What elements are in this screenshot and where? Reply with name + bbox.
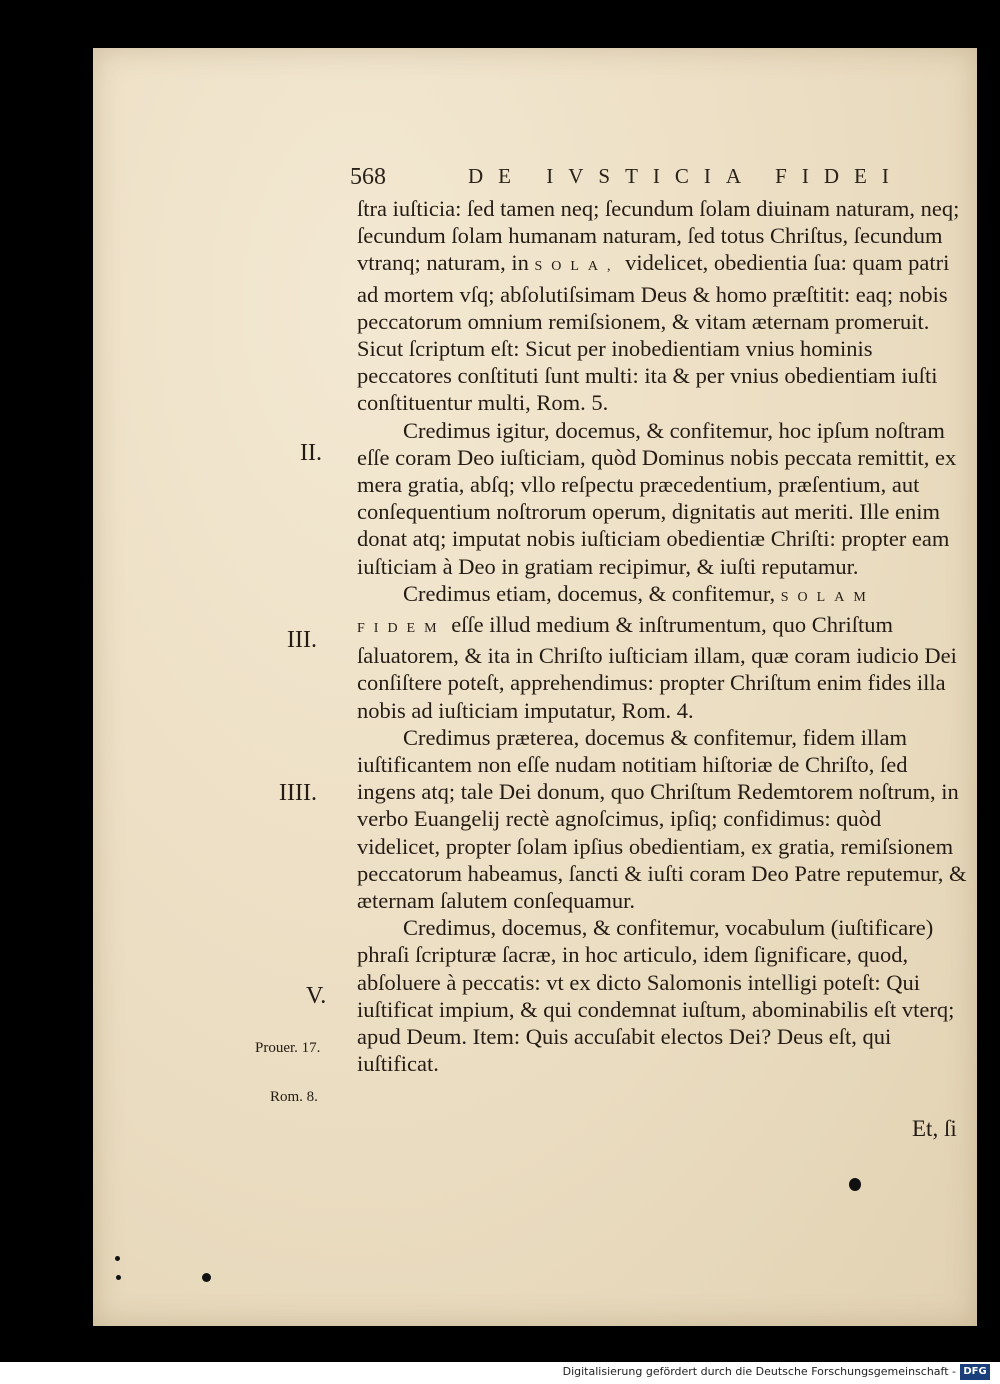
margin-reference-romans: Rom. 8. (270, 1089, 318, 1105)
body-text (357, 195, 969, 1078)
ink-spot (849, 1178, 861, 1191)
ink-spot (116, 1275, 121, 1280)
margin-number-4: IIII. (279, 780, 317, 806)
paragraph-intro: ſtra iuſticia: ſed tamen neq; ſecundum ſolam diuinam naturam, neq; ſecundum ſolam humanam naturam, ſed totus Chriſtus, ſecundum vtranq; naturam, in SOLA, videlicet, obedientia ſua: quam patri ad mortem vſq; abſolutiſsimam Deus & homo præſtitit: eaq; nobis peccatorum omnium remiſsionem, & vitam æternam promeruit. Sicut ſcriptum eſt: Sicut per inobedientiam vnius hominis peccatores conſtituti ſunt multi: ita & per vnius obedientiam iuſti conſtituentur multi, Rom. 5. (357, 196, 960, 416)
margin-number-5: V. (306, 983, 327, 1009)
dfg-logo: DFG (960, 1364, 990, 1380)
catchword: Et, ſi (912, 1116, 957, 1141)
paragraph-2: Credimus igitur, docemus, & confitemur, hoc ipſum noſtram eſſe coram Deo iuſticiam, quòd Dominus nobis peccata remittit, ex mera gratia, abſq; vllo reſpectu præcedentium, præſentium, aut conſequentium noſtrorum operum, dignitatis aut meriti. Ille enim donat atq; imputat nobis iuſticiam obedientiæ Chriſti: propter eam iuſticiam à Deo in gratiam recipimur, & iuſti reputamur. (357, 417, 957, 579)
paragraph-3: Credimus etiam, docemus, & confitemur, SOLAM FIDEM eſſe illud medium & inſtrumentum, quo Chriſtum ſaluatorem, & ita in Chriſto iuſticiam illam, quæ coram iudicio Dei conſiſtere poteſt, apprehendimus: propter Chriſtum enim fides illa nobis ad iuſticiam imputatur, Rom. 4. (357, 580, 957, 723)
ink-spot (115, 1256, 120, 1261)
funding-note: Digitalisierung gefördert durch die Deutsche Forschungsgemeinschaft - (562, 1365, 956, 1378)
paragraph-4: Credimus præterea, docemus & confitemur, fidem illam iuſtificantem non eſſe nudam notitiam hiſtoriæ de Chriſto, ſed ingens atq; tale Dei donum, quo Chriſtum Redemtorem noſtrum, in verbo Euangelij rectè agnoſcimus, ipſiq; confidimus: quòd videlicet, propter ſolam ipſius obedientiam, ex gratia, remiſsionem peccatorum habeamus, ſancti & iuſti coram Deo Patre reputemur, & æternam ſalutem conſequamur. (357, 724, 967, 914)
page-number: 568 (350, 164, 386, 190)
running-title: DE IVSTICIA FIDEI (468, 164, 904, 188)
footer-bar (0, 1362, 1000, 1384)
margin-number-3: III. (287, 627, 317, 653)
ink-spot (202, 1273, 211, 1282)
paragraph-5: Credimus, docemus, & confitemur, vocabulum (iuſtificare) phraſi ſcripturæ ſacræ, in hoc articulo, idem ſignificare, quod, abſoluere à peccatis: vt ex dicto Salomonis intelligi poteſt: Qui iuſtificat impium, & qui condemnat iuſtum, abominabilis eſt vterq; apud Deum. Item: Quis accuſabit electos Dei? Deus eſt, qui iuſtificat. (357, 915, 955, 1077)
margin-number-2: II. (300, 440, 322, 466)
margin-reference-proverbs: Prouer. 17. (255, 1040, 321, 1056)
